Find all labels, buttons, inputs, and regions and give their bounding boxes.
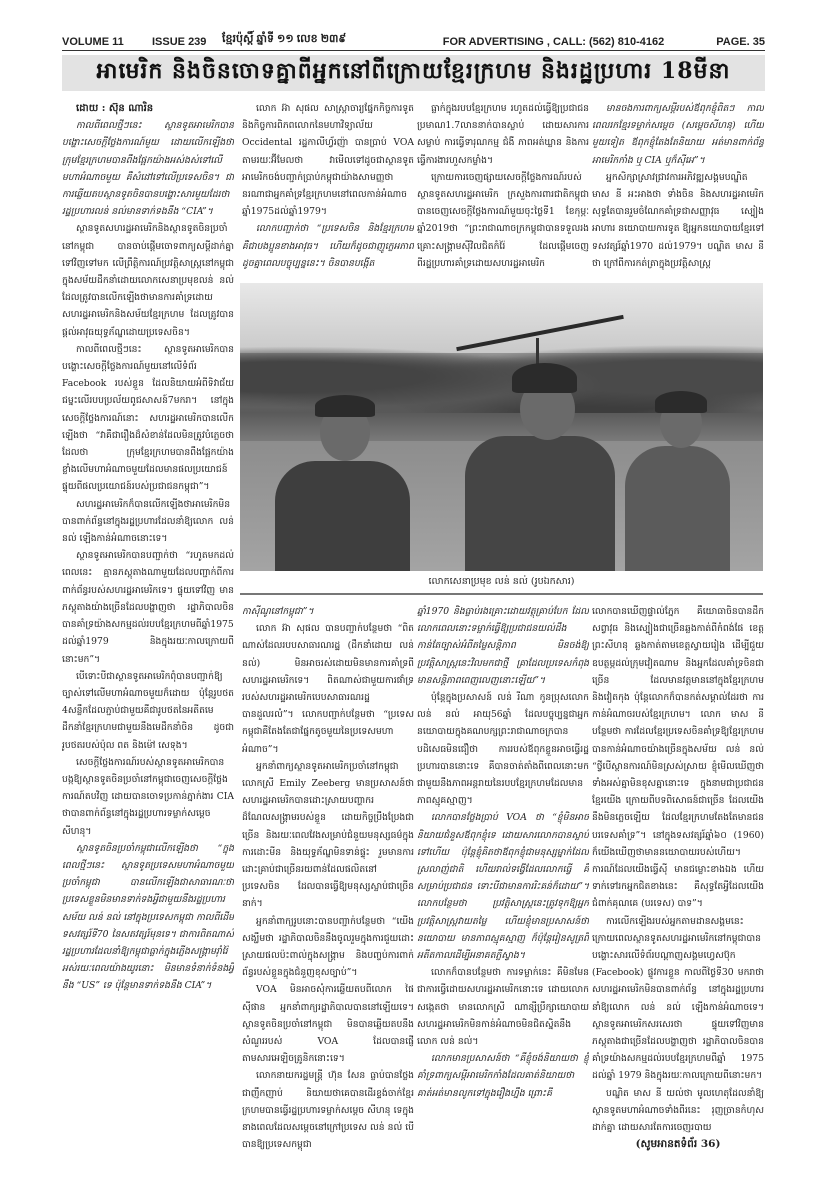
- article-column-4-top: [592, 100, 764, 275]
- paragraph: ស្ថានទូតសហរដ្ឋអាមេរិកនិងស្ថានទូតចិនប្រចាំនៅកម្ពុជា បានចាប់ផ្ដើមចោទពាក្យសម្ដីដាក់គ្នាទៅវិញទៅមក លើព្រឹត្តិការណ៍ប្រវត្តិសាស្ត្រនៅកម្ពុជា ក្នុងសម័យដឹកនាំដោយលោកសេនាប្រមុខលន់ នល់ ដែលត្រូវបានលើកឡើងថាមានការគាំទ្រដោយសហរដ្ឋអាមេរិកនិងសម័យខ្មែរក្រហម ដែលត្រូវបានផ្ដល់អាវុធយុទ្ធភ័ណ្ឌដោយប្រទេសចិន។: [62, 223, 234, 338]
- byline: ដោយ : ស៊ុន ណារិន: [76, 103, 154, 114]
- paragraph: សហរដ្ឋអាមេរិកក៏បានលើកឡើងថាអាមេរិកមិនបានពាក់ព័ន្ធនៅក្នុងរដ្ឋប្រហារដែលនាំឱ្យលោក លន់ នល់ ឡើងកាន់អំណាចនោះទេ។: [62, 498, 234, 545]
- issue-label: ISSUE 239: [152, 36, 207, 48]
- paragraph: អ្នកនាំពាក្យស្ថានទូតអាមេរិកប្រចាំនៅកម្ពុជា លោកស្រី Emily Zeeberg មានប្រសាសន៍ថា សហរដ្ឋអាមេរិកបានដោះស្រាយបញ្ហាករដ៏ណែលសង្គ្រាមរបស់ខ្លួន ដោយកិច្ចប្រឹងប្រែងជាច្រើន និងរយៈពេលវែងសម្រាប់ជំនួយមនុស្សធម៌ក្នុងការដោះមីន និងយុទ្ធភ័ណ្ឌមិនទាន់ផ្ទុះ រួមមានការដោះគ្រាប់ជាច្រើនរយពាន់ដែលផលិតនៅប្រទេសចិន ដែលបានធ្វើឱ្យមនុស្សស្លាប់ជាច្រើននាក់។: [242, 760, 414, 910]
- paragraph: កាលពីពេលថ្មីៗនេះ ស្ថានទូតអាមេរិកបានបង្ហោះសេចក្ដីថ្លែងការណ៍មួយ ដោយលើកឡើងថា ក្រុមខ្មែរក្រហមបានពឹងផ្អែកយ៉ាងអស់ងស់ទៅលើមហាអំណាចមួយ គឺសំដៅទៅលើប្រទេសចិន។ ជាការឆ្លើយតបស្ថានទូតចិនបានបង្ហោះសារមួយដែរថា រដ្ឋប្រហារលន់ នល់មានទាក់ទងនឹង “CIA”។: [62, 120, 234, 218]
- article-photo: [240, 283, 763, 571]
- article-column-3-bottom: [417, 603, 589, 1163]
- article-column-1: [62, 100, 234, 1160]
- continued-on-page-link[interactable]: (សូមអានតទំព័រ 36): [635, 1138, 721, 1151]
- paragraph: ប៉ុន្តែក្នុងប្រសាសន៍ លន់ រីណា កូនប្រុសលោក លន់ នល់ អាយុ56ឆ្នាំ ដែលបច្ចុប្បន្នជាអ្នកនយោបាយក្នុងគណបក្សព្រះរាជាណាចក្របានបដិសេធមិនជឿថា ការរបស់ឪពុកខ្លួនអាចធ្វើរដ្ឋប្រហារបាននោះទេ គឺបានចាត់តាំងពីពេលនោះមក ជាមួយនឹងភាពអន្តរាយនៃរបបខ្មែរក្រហមដែលមានភាពស្មុគស្មាញ។: [417, 692, 589, 807]
- paragraph: ការលើកឡើងរបស់អ្នកតាមដានសង្គមនេះ ក្រោយពេលស្ថានទូតសហរដ្ឋអាមេរិកនៅកម្ពុជាបានបង្ហោះសារលើទំព័របណ្ដាញសង្គមហ្វេសប៊ុក (Facebook) ផ្លូវការខ្លួន កាលពីថ្ងៃទី30 មករាថា សហរដ្ឋអាមេរិកមិនបានពាក់ព័ន្ធ នៅក្នុងរដ្ឋប្រហារនាំឱ្យលោក លន់ នល់ ឡើងកាន់អំណាចទេ។ ស្ថានទូតអាមេរិកសរសេរថា ផ្ទុយទៅវិញមានភស្តុតាងជាច្រើនដែលបង្ហាញថា រដ្ឋាភិបាលចិនបានគាំទ្រយ៉ាងសកម្មដល់របបខ្មែរក្រហមពីឆ្នាំ 1975 ដល់ឆ្នាំ 1979 និងក្នុងរយៈកាលក្រោយពីនោះមក។: [592, 915, 764, 1082]
- photo-caption: លោកសេនាប្រមុខ លន់ នល់ (រូបឯកសារ): [240, 575, 763, 595]
- masthead: [62, 30, 765, 51]
- photo-cap-center: [512, 363, 577, 393]
- paragraph: លោក អ៊ា សុផល បានបញ្ជាក់បន្ថែមថា “ពិតណាស់ដែលរបបសាធារណរដ្ឋ (ដឹកនាំដោយ លន់ នល់) មិនអាចរស់ដោយមិនមានការគាំទ្រពីសហរដ្ឋអាមេរិកទេ។ ពិតណាស់ជាមួយការផាំទ្ររបស់សហរដ្ឋអាមេរិកបេបសាធារណរដ្ឋបានដួលរលំ”។ លោកបញ្ជាក់បន្ថែមថា “ប្រទេសកម្ពុជាគឺតែងតែជាផ្នែកតូចមួយនៃប្រទេសមហាអំណាច”។: [242, 623, 414, 755]
- article-column-3-top: [417, 100, 589, 275]
- paragraph: បើទោះបីជាស្ថានទូតអាមេរិកពុំបានបញ្ជាក់ឱ្យច្បាស់ទៅលើមហាអំណាចមួយក៏ដោយ ប៉ុន្តែរូបថត 4សន្លឹកដែលភ្ជាប់ជាមួយគឺជារូបថតនៃអតីតមេដឹកនាំខ្មែរក្រហមជាមួយនឹងមេដឹកនាំចិន ដូចជារូបថតរបស់ប៉ុល ពត និងម៉ៅ សេទុង។: [62, 670, 234, 751]
- paragraph: VOA មិនអាចសុំការឆ្លើយតបពីលោក ផៃ ស៊ីផាន អ្នកនាំពាក្យរដ្ឋាភិបាលបាននៅឡើយទេ។ ស្ថានទូតចិនប្រចាំនៅកម្ពុជា មិនបានឆ្លើយតបនឹងសំណួររបស់ VOA ដែលបានផ្ញើតាមសារអេឡិចត្រូនិកនោះទេ។: [242, 984, 414, 1065]
- paragraph: លោកនាយករដ្ឋមន្ត្រី ហ៊ុន សែន ធ្លាប់បានថ្លែងជាញឹកញាប់ និយាយថាគេបានដើរខ្ទង់ចាក់ខ្មែរក្រហមបានធ្វើរដ្ឋប្រហារទម្លាក់សម្ដេច សីហនុ ទេក្នុងនាងពេលដែលសម្ដេចនៅក្រៅប្រទេស លន់ នល់ បើបានឱ្យប្រទេសកម្ពុជា: [242, 1070, 414, 1151]
- paragraph: លោកក៏បានបន្ថែមថា ការទម្លាក់នេះ គឺមិនមែនជាការធ្វើដោយសហរដ្ឋអាមេរិកនោះទេ ដោយលោកសង្កេតថា មានលោកស្រី ណាន្សីប្រឹក្សាយោបាយសហរដ្ឋអាមេរិកមិនកាន់អំណាចមិនជិតស្និតនឹងលោក លន់ នល់។: [417, 967, 589, 1048]
- photo-cap-left: [315, 395, 375, 417]
- paragraph: ឆ្នាំ1970 និងធ្លាប់រងគ្រោះដោយវត្ថុគ្រាប់បែក ដែលលោកពេលនោះទម្លាក់ធ្វើឱ្យប្រជាជនយល់ដឹងកាន់តែច្បាស់អំពីតម្លៃសន្តិភាព មិនចង់ឱ្យប្រវត្តិសាស្ត្រនេះវិលមកជាថ្មី គ្រាដែលប្រទេសកំពុងមានសន្តិភាពពេញលេញនោះឡើយ”។: [417, 606, 589, 686]
- paragraph: លោកបានឃើញផ្ទាល់ភ្នែក គឺយោធាចិនបានដឹកសព្វាវុធ និងស្បៀងជាច្រើនឆ្លងកាត់ពីកំពង់ផែ ខេត្តព្រះសីហនុ ឆ្លងកាត់តាមខេត្តស្វាយរៀង ដើម្បីជួយឧបត្ថម្ភដល់ក្រុមវៀតណាម និងអ្នកដែលគាំទ្រចិនជាច្រើន ដែលមានវត្តមាននៅក្នុងខ្មែរក្រហម និងវៀតកុង ប៉ុន្តែលោកក៏បានកត់សម្គាល់ដែរថា ការកាន់អំណាចរបស់ខ្មែរក្រហម។ លោក មាស នី បន្ថែមថា ការដែលខ្មែរប្រទេសចិនគាំទ្រឱ្យខ្មែរក្រហមបានកាន់អំណាចយ៉ាងច្រើនក្នុងសម័យ លន់ នល់ “ថ្វីបើស្ថានការណ៍មិនស្រស់ស្រាយ ខ្ញុំមើលឃើញថា ទាំងអស់គ្នាមិនខុសគ្នានោះទេ ក្នុងនាមជាប្រជាជនខ្មែរយើង ក្រោយពីបទពិសោធន៍ជាច្រើន ដែលយើងនឹងមិនភ្លេចឡើយ ដែលខ្មែរក្រហមតែងតែមានជនបរទេសគាំទ្រ”។ នៅក្នុងទសវត្សរ៍ឆ្នាំ៦០ (1960) ក៏យើងឃើញថាមាននយោបាយរបស់ហើយ។ ការណ៍ដែលយើងធ្វើស៊ី មានជម្លោះខាងឯង ហើយទាក់ទៅរកអ្នកជិតខាងនេះ គឺសុទ្ធតែអ្វីដែលយើងជំពាក់គុណគេ (បរទេស) បាទ”។: [592, 606, 764, 910]
- photo-person-left: [275, 461, 410, 571]
- paragraph: លោក អ៊ា សុផល សាស្ត្រាចារ្យផ្នែកកិច្ចការទូត និងកិច្ចការពិភពលោកនៃមហាវិទ្យាល័យ Occidental រដ្ឋកាលីហ្វ័រញ៉ា បានប្រាប់ VOA តាមរយៈអ៊ីមែលថា វាមើលទៅដូចជាស្ថានទូតអាមេរិកចង់បញ្ជាក់ប្រាប់កម្ពុជាយ៉ាងសាមញ្ញថា នរណាជាអ្នកគាំទ្រខ្មែរក្រហមនៅពេលកាន់អំណាចឆ្នាំ1975ដល់ឆ្នាំ1979។: [242, 103, 414, 218]
- article-column-2-top: [242, 100, 414, 275]
- paragraph: អ្នកសិក្សាស្រាវជ្រាវការអភិវឌ្ឍសង្គមបណ្ឌិត មាស នី អះអាងថា ទាំងចិន និងសហរដ្ឋអាមេរិកសុទ្ធតែបានរួមចំណែកគាំទ្រជាសញ្ញាវុធ ស្បៀងអាហារ នយោបាយការទូត ឱ្យអ្នកនយោបាយខ្មែរទៅទសវត្សរ៍ឆ្នាំ1970 ដល់1979។ បណ្ឌិត មាស នី ថា ក្រៅពីការកត់ត្រាក្នុងប្រវត្តិសាស្ត្រ: [592, 171, 764, 269]
- paragraph: កាលពីពេលថ្មីៗនេះ ស្ថានទូតអាមេរិកបានបង្ហោះសេចក្ដីថ្លែងការណ៍មួយនៅលើទំព័រ Facebook របស់ខ្លួន ដែលនិយាយអំពីទិវាជ័យជម្នះលើរបបប្រល័យពូជសាសន៍7មករា។ នៅក្នុងសេចក្ដីថ្លែងការណ៍នោះ សហរដ្ឋអាមេរិកបានលើកឡើងថា “វាគឺជារឿងដ៏សំខាន់ដែលមិនត្រូវបំភ្លេចថាដែលថា ក្រុមខ្មែរក្រហមបានពឹងផ្អែកយ៉ាងខ្លាំងលើមហាអំណាចមួយដែលមានផលប្រយោជន៍ផ្ទុយពីផលប្រយោជន៍របស់ប្រជាជនកម្ពុជា”។: [62, 343, 234, 493]
- paragraph: ក្រោយការចេញផ្សាយសេចក្ដីថ្លែងការណ៍របស់ស្ថានទូតសហរដ្ឋអាមេរិក ក្រសួងការពារជាតិកម្ពុជាបានចេញសេចក្ដីថ្លែងការណ៍មួយចុះថ្ងៃទី1 ខែកុម្ភៈ ឆ្នាំ2019ថា “ព្រះរាជាណាចក្រកម្ពុជាបានទទួលរងគ្រោះសង្គ្រាមស៊ីវិលជិតកំរ៉ៃ ដែលផ្ដើមចេញពីរដ្ឋប្រហារគាំទ្រដោយសហរដ្ឋអាមេរិក: [417, 171, 589, 269]
- paragraph: មានចងការពាក្យសម្ដីរបស់ឪពុកខ្ញុំពិតៗ កាលពេលរកខ្មែរទម្លាក់សម្ដេច (សម្ដេចសីហនុ) ហើយមួយទៀត ឪពុកខ្ញុំតែងតែនិយាយ អត់មានពាក់ព័ន្ធអាមេរិកកាំង ឬ CIA ឬក៏ស៊ីអេ”។: [592, 103, 764, 166]
- photo-person-center: [465, 436, 615, 571]
- khmer-issue-label: ខ្មែរប៉ុស្តិ៍ ឆ្នាំទី ១១ លេខ ២៣៩: [222, 33, 347, 45]
- paragraph: ធ្លាក់ក្នុងរបបខ្មែរក្រហម រហូតដល់ធ្វើឱ្យប្រជាជនប្រមាណ1.7លាននាក់បានស្លាប់ ដោយសារការសម្លាប់ ការធ្វើទារុណកម្ម ជំងឺ ភាពអត់ឃ្លាន និងការធ្វើការងារហួសកម្លាំង។: [417, 103, 589, 166]
- headline: អាមេរិក និងចិនចោទគ្នាពីអ្នកនៅពីក្រោយខ្មែរក្រហម និងរដ្ឋប្រហារ 18មីនា: [96, 58, 731, 84]
- paragraph: អ្នកនាំពាក្យរូបនោះបានបញ្ជាក់បន្ថែមថា “យើងសង្ឃឹមថា រដ្ឋាភិបាលចិននឹងចូលរួមក្នុងការជួយដោះស្រាយផលប៉ះពាល់ក្នុងសង្គ្រាម និងបញ្ចប់ការពាក់ព័ន្ធរបស់ខ្លួនក្នុងជំនួញខុសច្បាប់”។: [242, 915, 414, 979]
- paragraph: ស្ថានទូតចិនប្រចាំកម្ពុជាលើកឡើងថា “ក្នុងពេលថ្មីៗនេះ ស្ថានទូតប្រទេសមហាអំណាចមួយប្រចាំកម្ពុជា បានលើកឡើងជាសាធារណៈថា ប្រទេសខ្លួនមិនមានទាក់ទងអ្វីជាមួយនឹងរដ្ឋប្រហារសម័យ លន់ នល់ នៅក្នុងប្រទេសកម្ពុជា កាលពីដើមទសវត្សរ៍ទី70 នៃសតវត្សរ៍មុនទេ។ ជាការពិតណាស់ រដ្ឋប្រហារដែលនាំឱ្យកម្ពុជាធ្លាក់ក្នុងភ្លើងសង្គ្រាមរ៉ាំរ៉ៃអស់រយៈពេលយ៉ាងយូរនោះ មិនមានទំនាក់ទំនងអ្វីនឹង “US” ទេ ប៉ុន្តែមានទាក់ទងនឹង CIA”។: [62, 842, 234, 992]
- headline-banner: [62, 55, 765, 91]
- paragraph: កាស៊ីណូនៅកម្ពុជា”។: [242, 606, 314, 617]
- article-column-2-bottom: [242, 603, 414, 1163]
- paragraph: លោកបញ្ជាក់ថា “ប្រទេសចិន និងខ្មែរក្រហមគឺជាបងប្អូនខាងអាវុធ។ ហើយក៏ដូចជាញូក្លេអភាពដូចគ្នាពេលបច្ចុប្បន្ននេះ។ ចិនបានបង្កើត: [242, 223, 414, 269]
- advertising-contact: FOR ADVERTISING , CALL: (562) 810-4162: [442, 36, 665, 48]
- paragraph: ស្ថានទូតអាមេរិកបានបញ្ជាក់ថា “រហូតមកដល់ពេលនេះ គ្មានភស្តុតាងណាមួយដែលបញ្ជាក់ពីការពាក់ព័ន្ធរបស់សហរដ្ឋអាមេរិកទេ។ ផ្ទុយទៅវិញ មានភស្តុតាងយ៉ាងច្រើនដែលបង្ហាញថា រដ្ឋាភិបាលចិនបានគាំទ្រយ៉ាងសកម្មដល់របបខ្មែរក្រហមពីឆ្នាំ1975 ដល់ឆ្នាំ1979 និងក្នុងរយៈកាលក្រោយពីនោះមក”។: [62, 550, 234, 665]
- paragraph: លោកមានប្រសាសន៍ថា “គឺខ្ញុំចង់និយាយថា ខ្ញុំគាំទ្រពាក្យសម្ដីអាមេរិកកាំងដែលគាត់និយាយថា គាត់អត់មានលូកទៅក្នុងរឿងហ្នឹង ព្រោះគី: [417, 1053, 589, 1099]
- volume-label: VOLUME 11: [62, 36, 124, 48]
- paragraph: សេចក្ដីថ្លែងការណ៍របស់ស្ថានទូតអាមេរិកបានបង្កឱ្យស្ថានទូតចិនប្រចាំនៅកម្ពុជាចេញសេចក្ដីថ្លែងការណ៍តបវិញ ដោយបានចោទប្រកាន់ភ្នាក់ងារ CIA ថាបានពាក់ព័ន្ធនៅក្នុងរដ្ឋប្រហារទម្លាក់សម្ដេច សីហនុ។: [62, 756, 234, 837]
- paragraph: លោកបានថ្លែងប្រាប់ VOA ថា “ខ្ញុំមិនអាចនិយាយជំនួសឪពុកខ្ញុំទេ ដោយសារលោកបានស្លាប់ទៅហើយ ប៉ុន្តែខ្ញុំគិតថាឪពុកខ្ញុំជាមនុស្សម្នាក់ដែលស្រលាញ់ជាតិ ហើយរាល់ទង្វើដែលលោកធ្វើ គឺសម្រាប់ប្រជាជន ទោះបីជាមានការរិះគន់ក៏ដោយ”។ លោកបន្ថែមថា ប្រវត្តិសាស្ត្រនេះត្រូវទុកឱ្យអ្នកប្រវត្តិសាស្ត្រវាយតម្លៃ ហើយខ្ញុំមានប្រសាសន៍ថានយោបាយ មានភាពស្មុគស្មាញ ក៏ប៉ុន្តែរៀនសូត្រពីអតីតកាលដើម្បីអនាគតភ្លឺស្វាង។: [417, 812, 589, 962]
- page-number: PAGE. 35: [716, 36, 765, 48]
- article-column-4-bottom: [592, 603, 764, 1168]
- paragraph: បណ្ឌិត មាស នី យល់ថា មូលហេតុដែលនាំឱ្យស្ថានទូតមហាអំណាចទាំងពីរនេះ រុញច្រានកំហុសដាក់គ្នា ដោយសារតែការចេញរបាយ: [592, 1087, 764, 1134]
- photo-cap-right: [655, 391, 707, 413]
- photo-person-right: [625, 446, 730, 571]
